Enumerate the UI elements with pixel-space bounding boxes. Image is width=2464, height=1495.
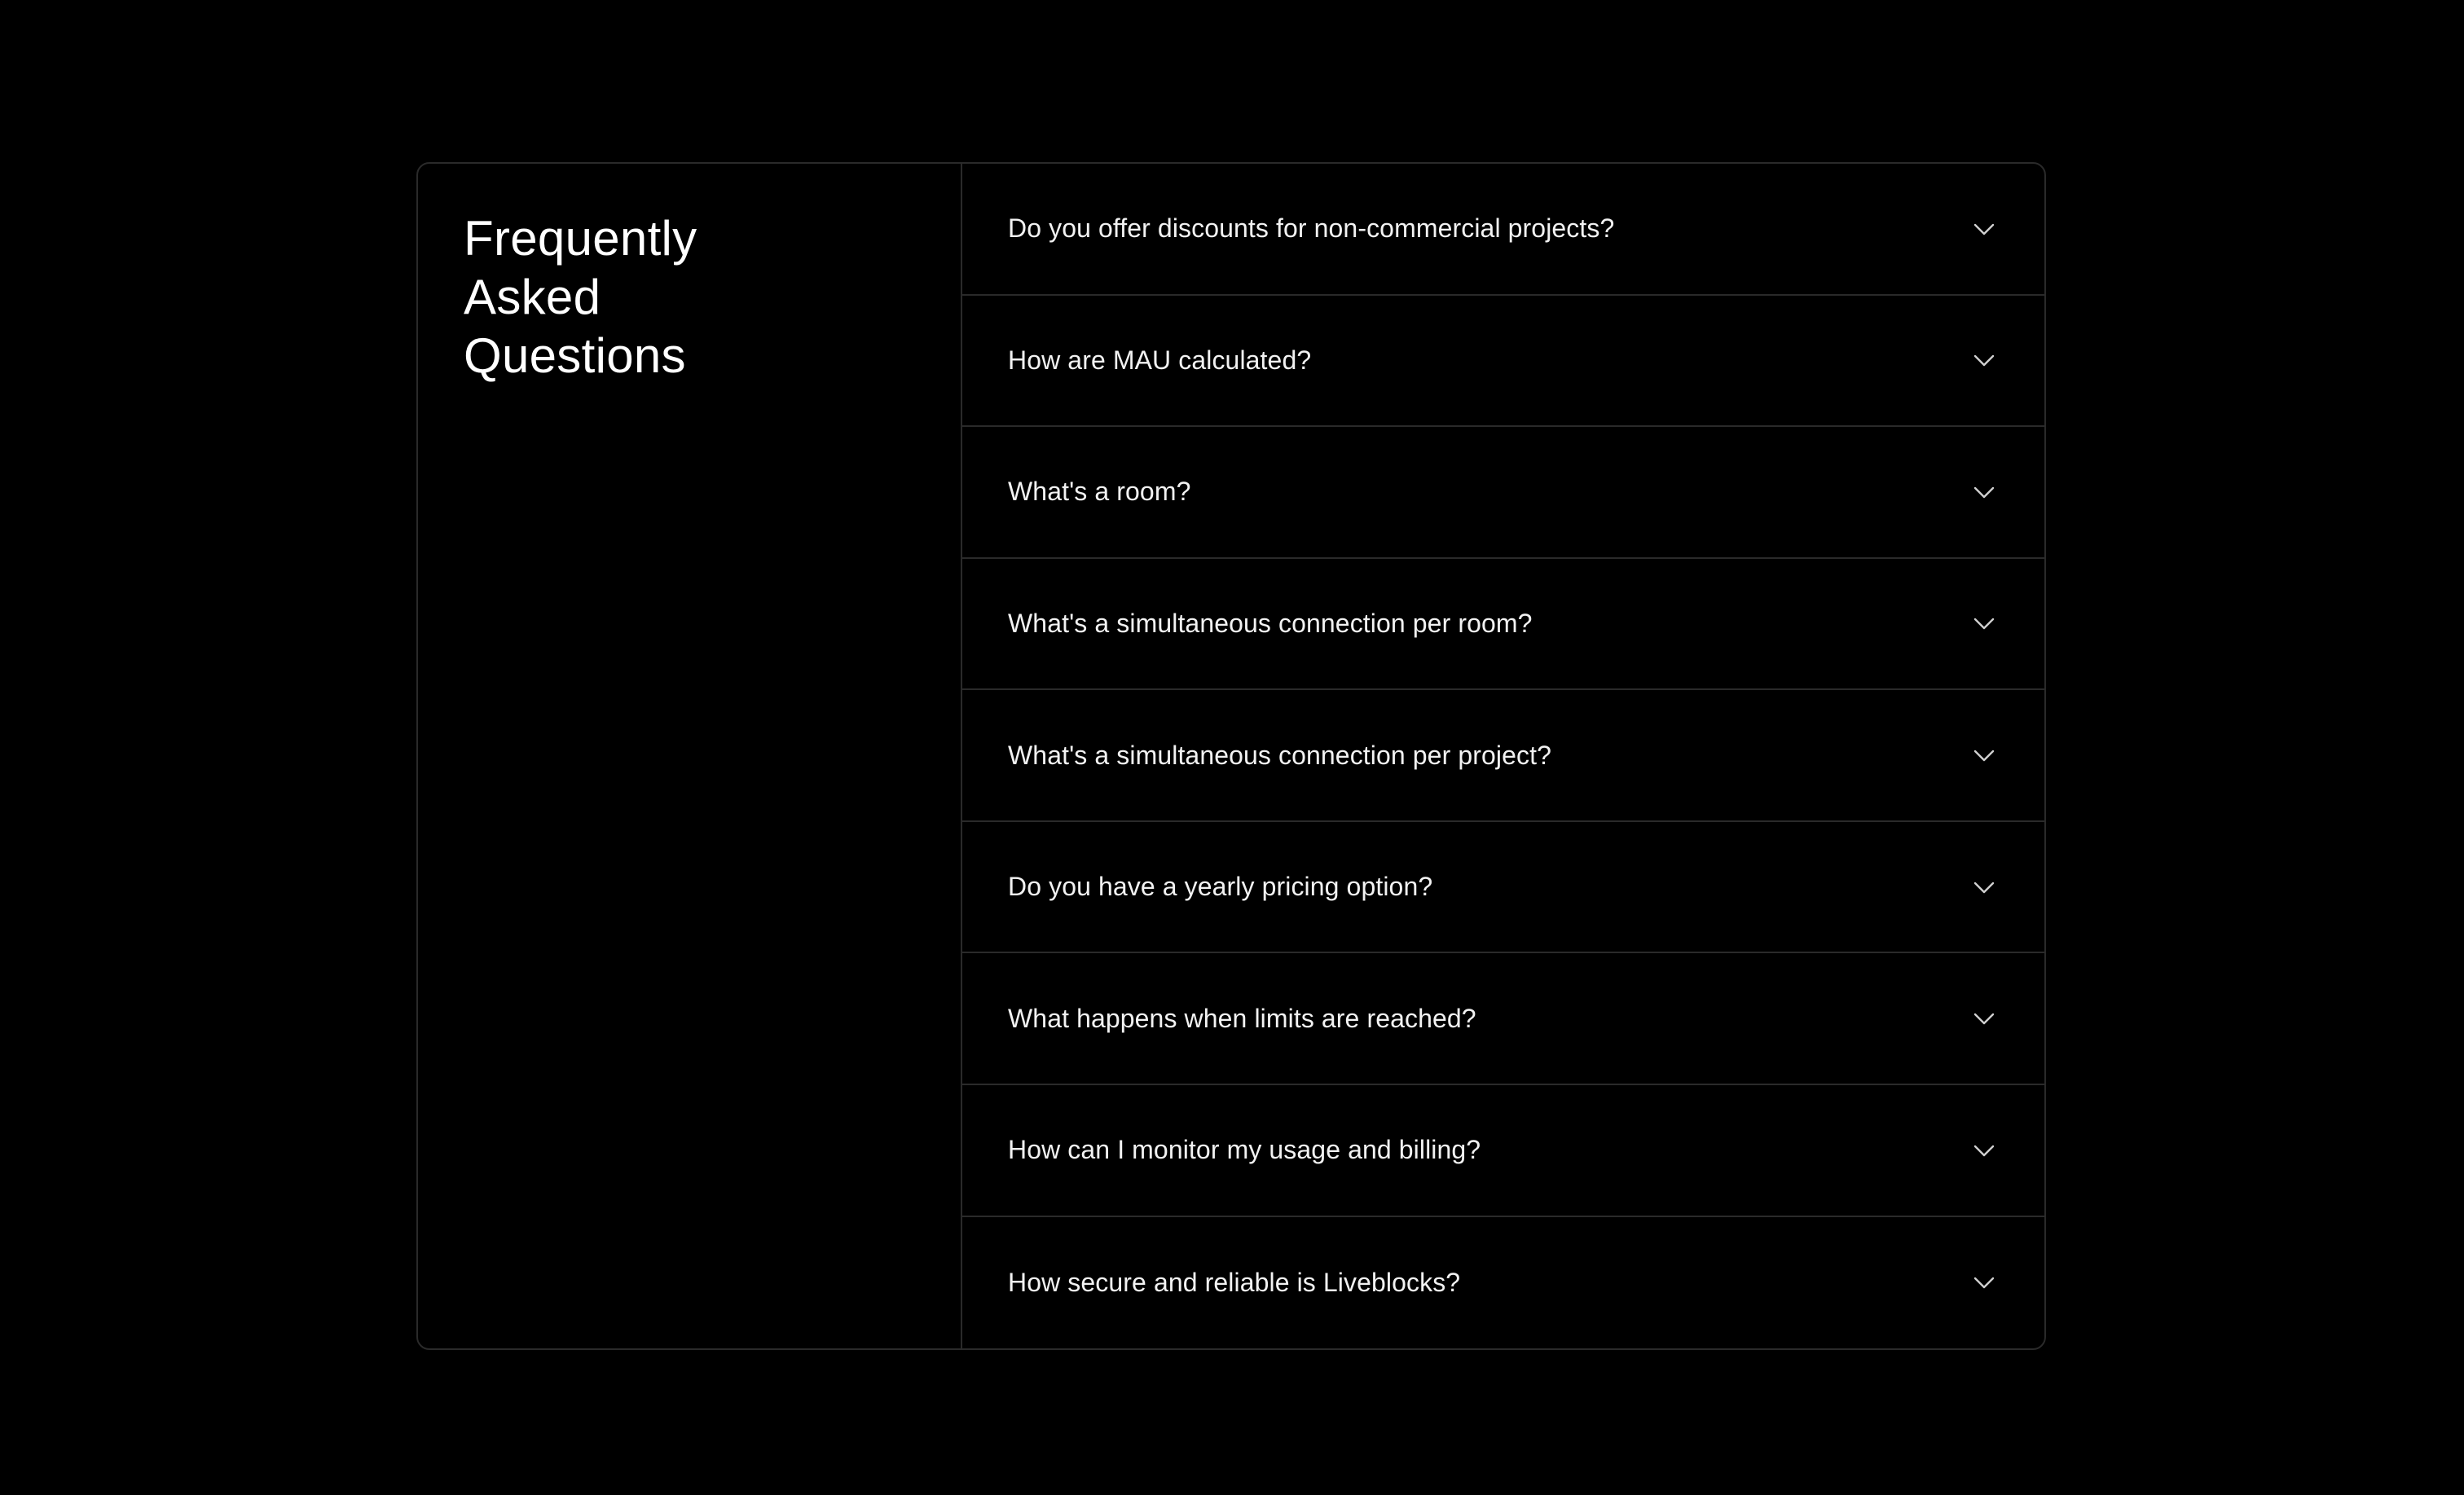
faq-question: How can I monitor my usage and billing? [1008, 1135, 1481, 1165]
chevron-down-icon[interactable] [1973, 349, 1995, 372]
faq-question: Do you have a yearly pricing option? [1008, 872, 1433, 902]
chevron-down-icon[interactable] [1973, 1139, 1995, 1162]
faq-title: Frequently Asked Questions [464, 211, 697, 383]
chevron-down-icon[interactable] [1973, 481, 1995, 503]
chevron-down-icon[interactable] [1973, 1007, 1995, 1030]
faq-question: Do you offer discounts for non-commercial projects? [1008, 213, 1615, 244]
faq-question: How are MAU calculated? [1008, 345, 1312, 375]
chevron-down-icon[interactable] [1973, 612, 1995, 635]
chevron-down-icon[interactable] [1973, 744, 1995, 767]
chevron-down-icon[interactable] [1973, 876, 1995, 899]
faq-question: How secure and reliable is Liveblocks? [1008, 1267, 1461, 1297]
faq-item[interactable] [962, 296, 2044, 428]
faq-question: What's a room? [1008, 477, 1191, 507]
faq-question: What's a simultaneous connection per project? [1008, 740, 1551, 770]
faq-item[interactable] [962, 559, 2044, 691]
faq-item[interactable] [962, 164, 2044, 296]
faq-item[interactable] [962, 953, 2044, 1085]
faq-question: What happens when limits are reached? [1008, 1003, 1476, 1033]
faq-item[interactable] [962, 1217, 2044, 1349]
chevron-down-icon[interactable] [1973, 218, 1995, 240]
faq-item[interactable] [962, 1085, 2044, 1217]
faq-question: What's a simultaneous connection per room? [1008, 608, 1533, 638]
chevron-down-icon[interactable] [1973, 1271, 1995, 1294]
faq-list [962, 164, 2044, 1348]
faq-section [416, 162, 2046, 1350]
faq-item[interactable] [962, 690, 2044, 822]
faq-title-column [418, 164, 962, 1348]
faq-item[interactable] [962, 427, 2044, 559]
faq-item[interactable] [962, 822, 2044, 954]
